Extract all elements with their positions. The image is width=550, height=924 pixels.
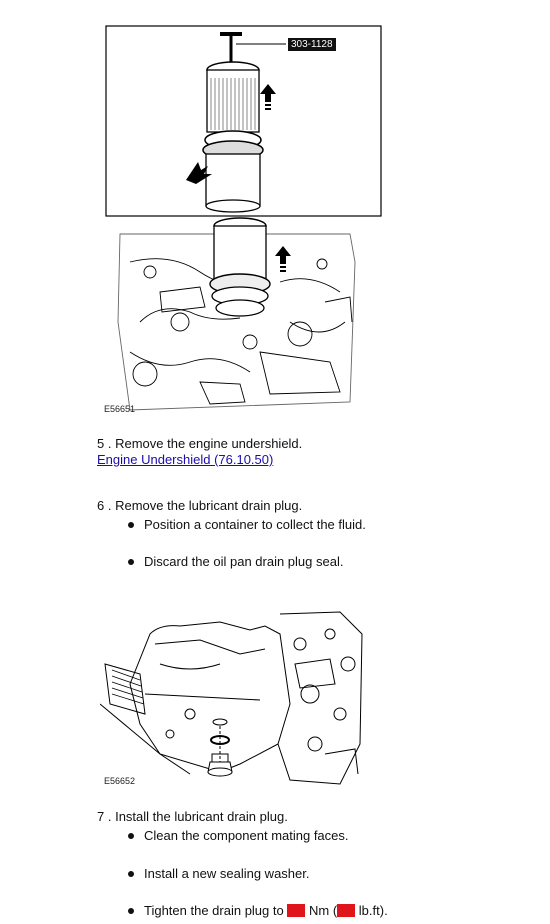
step-text: Remove the lubricant drain plug. bbox=[115, 498, 303, 513]
figure-label: E56651 bbox=[104, 404, 136, 414]
bullet-icon bbox=[128, 908, 134, 914]
bullet-icon bbox=[128, 559, 134, 565]
torque-unit-lbft: lb.ft). bbox=[358, 903, 388, 918]
bullet-text: Discard the oil pan drain plug seal. bbox=[144, 554, 344, 569]
engine-undershield-link[interactable]: Engine Undershield (76.10.50) bbox=[97, 452, 274, 467]
step-text: Remove the engine undershield. bbox=[115, 436, 303, 451]
bullet-icon bbox=[128, 833, 134, 839]
bullet-text: Install a new sealing washer. bbox=[144, 866, 310, 881]
torque-prefix: Tighten the drain plug to bbox=[144, 903, 284, 918]
bullet-text: Clean the component mating faces. bbox=[144, 828, 349, 843]
figure-label: E56652 bbox=[104, 776, 136, 786]
list-item bbox=[128, 554, 343, 570]
step-5 bbox=[97, 436, 302, 452]
step-7 bbox=[97, 809, 288, 825]
bullet-icon bbox=[128, 522, 134, 528]
step-number: 5 . bbox=[97, 436, 112, 451]
bullet-icon bbox=[128, 871, 134, 877]
list-item bbox=[128, 866, 309, 882]
step-6 bbox=[97, 498, 302, 514]
step-text: Install the lubricant drain plug. bbox=[115, 809, 288, 824]
list-item bbox=[128, 517, 366, 533]
figure-oil-filter-removal bbox=[100, 22, 390, 418]
list-item bbox=[128, 903, 388, 919]
redacted-value bbox=[287, 904, 305, 917]
list-item bbox=[128, 828, 349, 844]
bullet-text: Position a container to collect the fluid. bbox=[144, 517, 366, 532]
drain-plug-illustration bbox=[100, 604, 370, 794]
redacted-value bbox=[337, 904, 355, 917]
oil-filter-illustration bbox=[100, 22, 390, 418]
step-number: 6 . bbox=[97, 498, 112, 513]
figure-drain-plug bbox=[100, 604, 370, 794]
step-number: 7 . bbox=[97, 809, 112, 824]
torque-unit-nm: Nm ( bbox=[308, 903, 338, 918]
tool-number-callout: 303-1128 bbox=[288, 38, 336, 51]
